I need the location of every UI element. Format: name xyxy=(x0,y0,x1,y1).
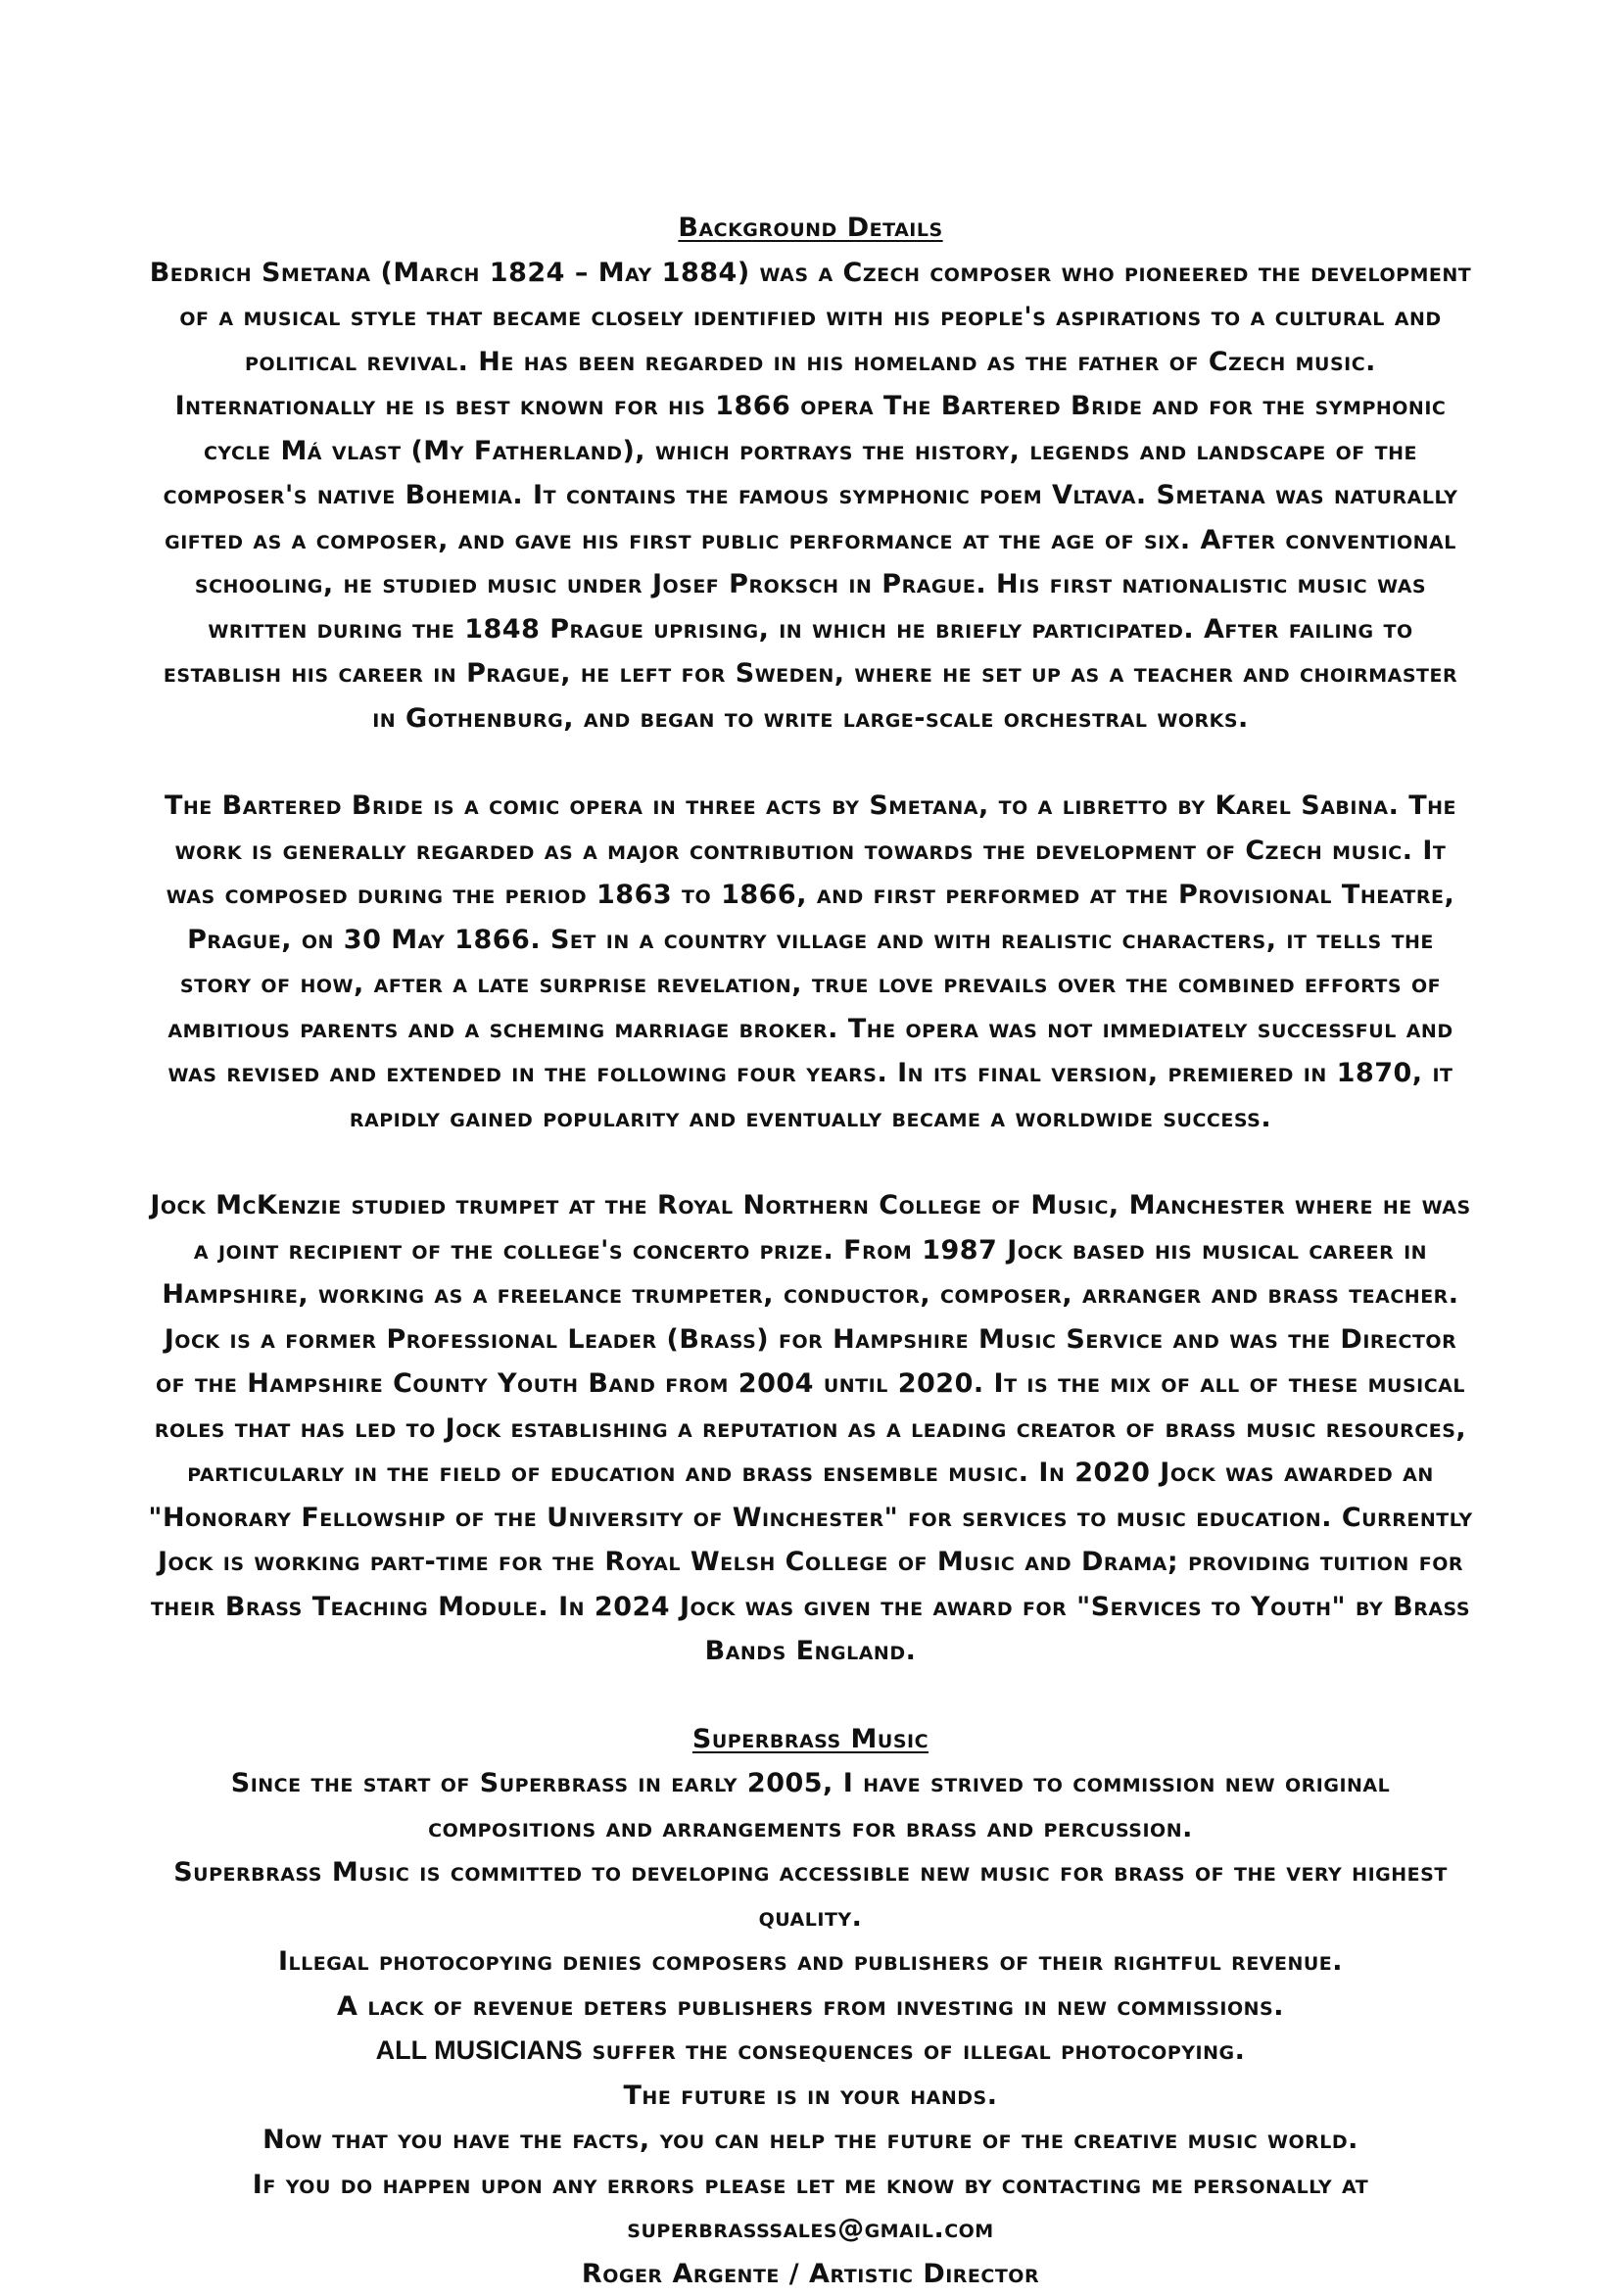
photocopy-warning-2: A lack of revenue deters publishers from investing in new commissions. xyxy=(147,1985,1474,2030)
document-page xyxy=(147,206,1474,2296)
future-statement: The future is in your hands. xyxy=(147,2074,1474,2119)
signature: Roger Argente / Artistic Director xyxy=(147,2252,1474,2296)
section-spacer xyxy=(147,1140,1474,1183)
publisher-statement-2: Superbrass Music is committed to developing accessible new music for brass of the very highest quality. xyxy=(147,1850,1474,1939)
composer-biography: Bedrich Smetana (March 1824 – May 1884) was a Czech composer who pioneered the development of a musical style that became closely identified with his people's aspirations to a cultural and political revival. He has been regarded in his homeland as the father of Czech music. Internationally he is best known for his 1866 opera The Bartered Bride and for the symphonic cycle Má vlast (My Fatherland), which portrays the history, legends and landscape of the composer's native Bohemia. It contains the famous symphonic poem Vltava. Smetana was naturally gifted as a composer, and gave his first public performance at the age of six. After conventional schooling, he studied music under Josef Proksch in Prague. His first nationalistic music was written during the 1848 Prague uprising, in which he briefly participated. After failing to establish his career in Prague, he left for Sweden, where he set up as a teacher and choirmaster in Gothenburg, and began to write large-scale orchestral works. xyxy=(147,251,1474,741)
errors-contact-statement: If you do happen upon any errors please let me know by contacting me personally at xyxy=(147,2163,1474,2208)
arranger-biography: Jock McKenzie studied trumpet at the Royal Northern College of Music, Manchester where he was a joint recipient of the college's concerto prize. From 1987 Jock based his musical career in Hampshire, working as a freelance trumpeter, conductor, composer, arranger and brass teacher. Jock is a former Professional Leader (Brass) for Hampshire Music Service and was the Director of the Hampshire County Youth Band from 2004 until 2020. It is the mix of all of these musical roles that has led to Jock establishing a reputation as a leading creator of brass music resources, particularly in the field of education and brass ensemble music. In 2020 Jock was awarded an "Honorary Fellowship of the University of Winchester" for services to music education. Currently Jock is working part-time for the Royal Welsh College of Music and Drama; providing tuition for their Brass Teaching Module. In 2024 Jock was given the award for "Services to Youth" by Brass Bands England. xyxy=(147,1183,1474,1674)
help-statement: Now that you have the facts, you can help the future of the creative music world. xyxy=(147,2118,1474,2163)
section-spacer xyxy=(147,741,1474,784)
publisher-statement-1: Since the start of Superbrass in early 2005, I have strived to commission new original compositions and arrangements for brass and percussion. xyxy=(147,1761,1474,1850)
background-heading: Background Details xyxy=(147,206,1474,251)
all-musicians-emphasis: ALL MUSICIANS xyxy=(376,2035,583,2065)
contact-email: superbrasssales@gmail.com xyxy=(147,2207,1474,2252)
photocopy-warning-3-rest: suffer the consequences of illegal photocopying. xyxy=(583,2035,1246,2066)
photocopy-warning-1: Illegal photocopying denies composers and publishers of their rightful revenue. xyxy=(147,1939,1474,1985)
opera-description: The Bartered Bride is a comic opera in three acts by Smetana, to a libretto by Karel Sabina. The work is generally regarded as a major contribution towards the development of Czech music. It was composed during the period 1863 to 1866, and first performed at the Provisional Theatre, Prague, on 30 May 1866. Set in a country village and with realistic characters, it tells the story of how, after a late surprise revelation, true love prevails over the combined efforts of ambitious parents and a scheming marriage broker. The opera was not immediately successful and was revised and extended in the following four years. In its final version, premiered in 1870, it rapidly gained popularity and eventually became a worldwide success. xyxy=(147,784,1474,1140)
section-spacer xyxy=(147,1674,1474,1717)
publisher-heading: Superbrass Music xyxy=(147,1717,1474,1762)
photocopy-warning-3 xyxy=(147,2029,1474,2074)
